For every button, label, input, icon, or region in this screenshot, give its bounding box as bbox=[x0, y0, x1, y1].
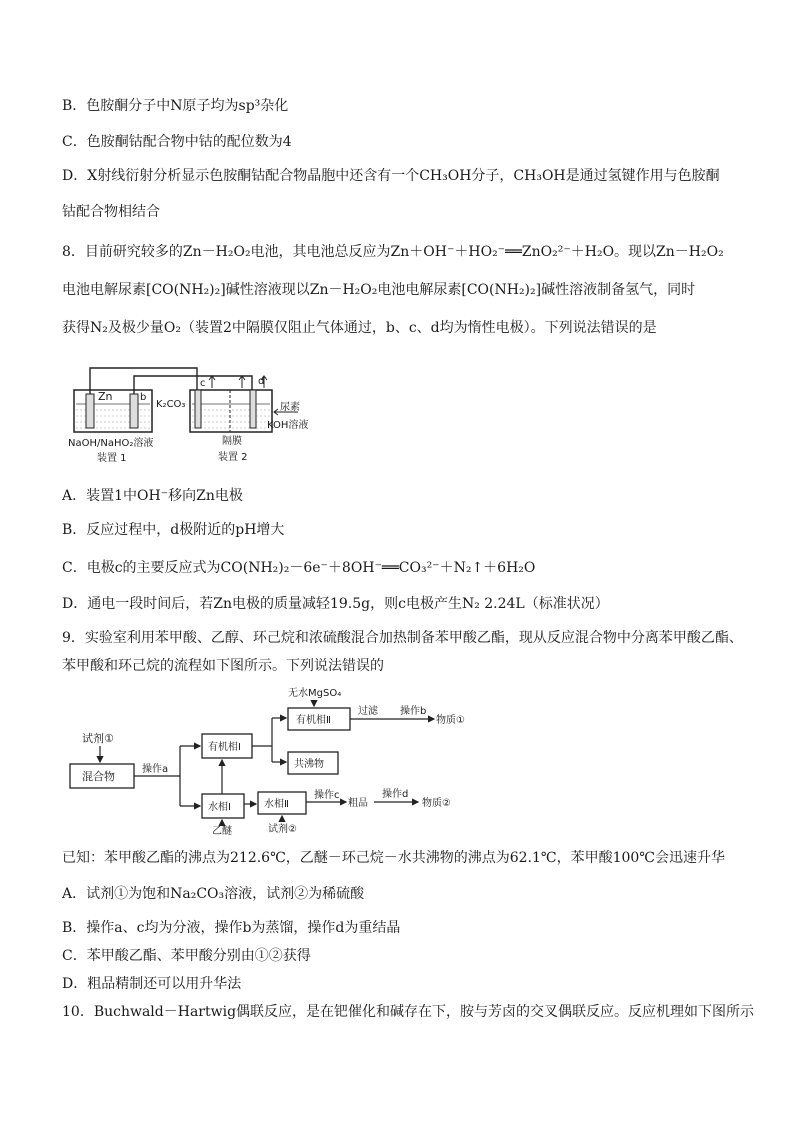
op-d-label: 操作d bbox=[382, 789, 409, 800]
op-c-label: 操作c bbox=[314, 790, 340, 801]
crude-product-label: 粗品 bbox=[348, 798, 368, 809]
q8-option-c: C．电极c的主要反应式为CO(NH₂)₂－6e⁻＋8OH⁻══CO₃²⁻＋N₂↑＋6H₂O bbox=[62, 560, 536, 576]
mgso4-label: 无水MgSO₄ bbox=[288, 688, 342, 699]
koh-solution-label: KOH溶液 bbox=[267, 420, 309, 431]
electrolysis-apparatus-figure bbox=[62, 360, 342, 470]
azeotrope-box: 共沸物 bbox=[294, 759, 324, 770]
urea-label: 尿素 bbox=[280, 402, 300, 413]
filter-label: 过滤 bbox=[358, 706, 378, 717]
separation-flowchart-figure bbox=[62, 684, 482, 836]
q8-option-d: D．通电一段时间后，若Zn电极的质量减轻19.5g，则c电极产生N₂ 2.24L（标准状况） bbox=[62, 596, 609, 612]
device1-label: 装置 1 bbox=[97, 453, 127, 464]
organic-phase-2-box: 有机相Ⅱ bbox=[296, 715, 331, 726]
q9-stem-line1: 9．实验室利用苯甲酸、乙醇、环己烷和浓硫酸混合加热制备苯甲酸乙酯，现从反应混合物中分离苯甲酸乙酯、 bbox=[62, 630, 743, 646]
device2-label: 装置 2 bbox=[218, 452, 248, 463]
membrane-label: 隔膜 bbox=[222, 436, 242, 447]
q9-option-a: A．试剂①为饱和Na₂CO₃溶液，试剂②为稀硫酸 bbox=[62, 886, 365, 902]
b-electrode-label: b bbox=[140, 392, 147, 403]
d-electrode-label: d bbox=[258, 376, 265, 387]
q7-option-b: B．色胺酮分子中N原子均为sp³杂化 bbox=[62, 98, 289, 114]
q7-option-c: C．色胺酮钴配合物中钴的配位数为4 bbox=[62, 134, 292, 150]
q9-stem-line2: 苯甲酸和环己烷的流程如下图所示。下列说法错误的 bbox=[62, 658, 384, 674]
ether-label: 乙醚 bbox=[212, 826, 232, 836]
device1-solution-label: NaOH/NaHO₂溶液 bbox=[68, 438, 154, 449]
c-electrode-label: c bbox=[200, 378, 206, 389]
q8-option-b: B．反应过程中，d极附近的pH增大 bbox=[62, 522, 285, 538]
op-b-label: 操作b bbox=[400, 706, 427, 717]
aqueous-phase-1-box: 水相Ⅰ bbox=[208, 802, 231, 813]
organic-phase-1-box: 有机相Ⅰ bbox=[208, 742, 241, 753]
product1-label: 物质① bbox=[436, 715, 465, 726]
q7-option-d-line1: D．X射线衍射分析显示色胺酮钴配合物晶胞中还含有一个CH₃OH分子，CH₃OH是通过氢键作用与色胺酮 bbox=[62, 168, 720, 184]
op-a-label: 操作a bbox=[142, 764, 169, 775]
q10-stem: 10．Buchwald－Hartwig偶联反应，是在钯催化和碱存在下，胺与芳卤的交叉偶联反应。反应机理如下图所示 bbox=[62, 1004, 755, 1020]
reagent1-label: 试剂① bbox=[82, 732, 114, 745]
mixture-box: 混合物 bbox=[82, 770, 115, 783]
zn-label: Zn bbox=[98, 390, 113, 403]
q7-option-d-line2: 钴配合物相结合 bbox=[62, 204, 160, 220]
q9-option-c: C．苯甲酸乙酯、苯甲酸分别由①②获得 bbox=[62, 948, 311, 964]
q8-stem-line2: 电池电解尿素[CO(NH₂)₂]碱性溶液现以Zn－H₂O₂电池电解尿素[CO(NH₂)₂]碱性溶液制备氢气，同时 bbox=[62, 282, 696, 298]
reagent2-label: 试剂② bbox=[268, 824, 297, 835]
k2co3-label: K₂CO₃ bbox=[156, 399, 186, 410]
q9-note: 已知：苯甲酸乙酯的沸点为212.6℃，乙醚－环己烷－水共沸物的沸点为62.1℃，苯甲酸100℃会迅速升华 bbox=[62, 850, 725, 866]
q8-stem-line3: 获得N₂及极少量O₂（装置2中隔膜仅阻止气体通过，b、c、d均为惰性电极）。下列说法错误的是 bbox=[62, 320, 657, 336]
product2-label: 物质② bbox=[422, 798, 451, 809]
aqueous-phase-2-box: 水相Ⅱ bbox=[264, 799, 289, 810]
q8-stem-line1: 8．目前研究较多的Zn－H₂O₂电池，其电池总反应为Zn＋OH⁻＋HO₂⁻══ZnO₂²⁻＋H₂O。现以Zn－H₂O₂ bbox=[62, 244, 724, 260]
q9-option-b: B．操作a、c均为分液，操作b为蒸馏，操作d为重结晶 bbox=[62, 920, 401, 936]
q8-option-a: A．装置1中OH⁻移向Zn电极 bbox=[62, 488, 243, 504]
q9-option-d: D．粗品精制还可以用升华法 bbox=[62, 976, 242, 992]
